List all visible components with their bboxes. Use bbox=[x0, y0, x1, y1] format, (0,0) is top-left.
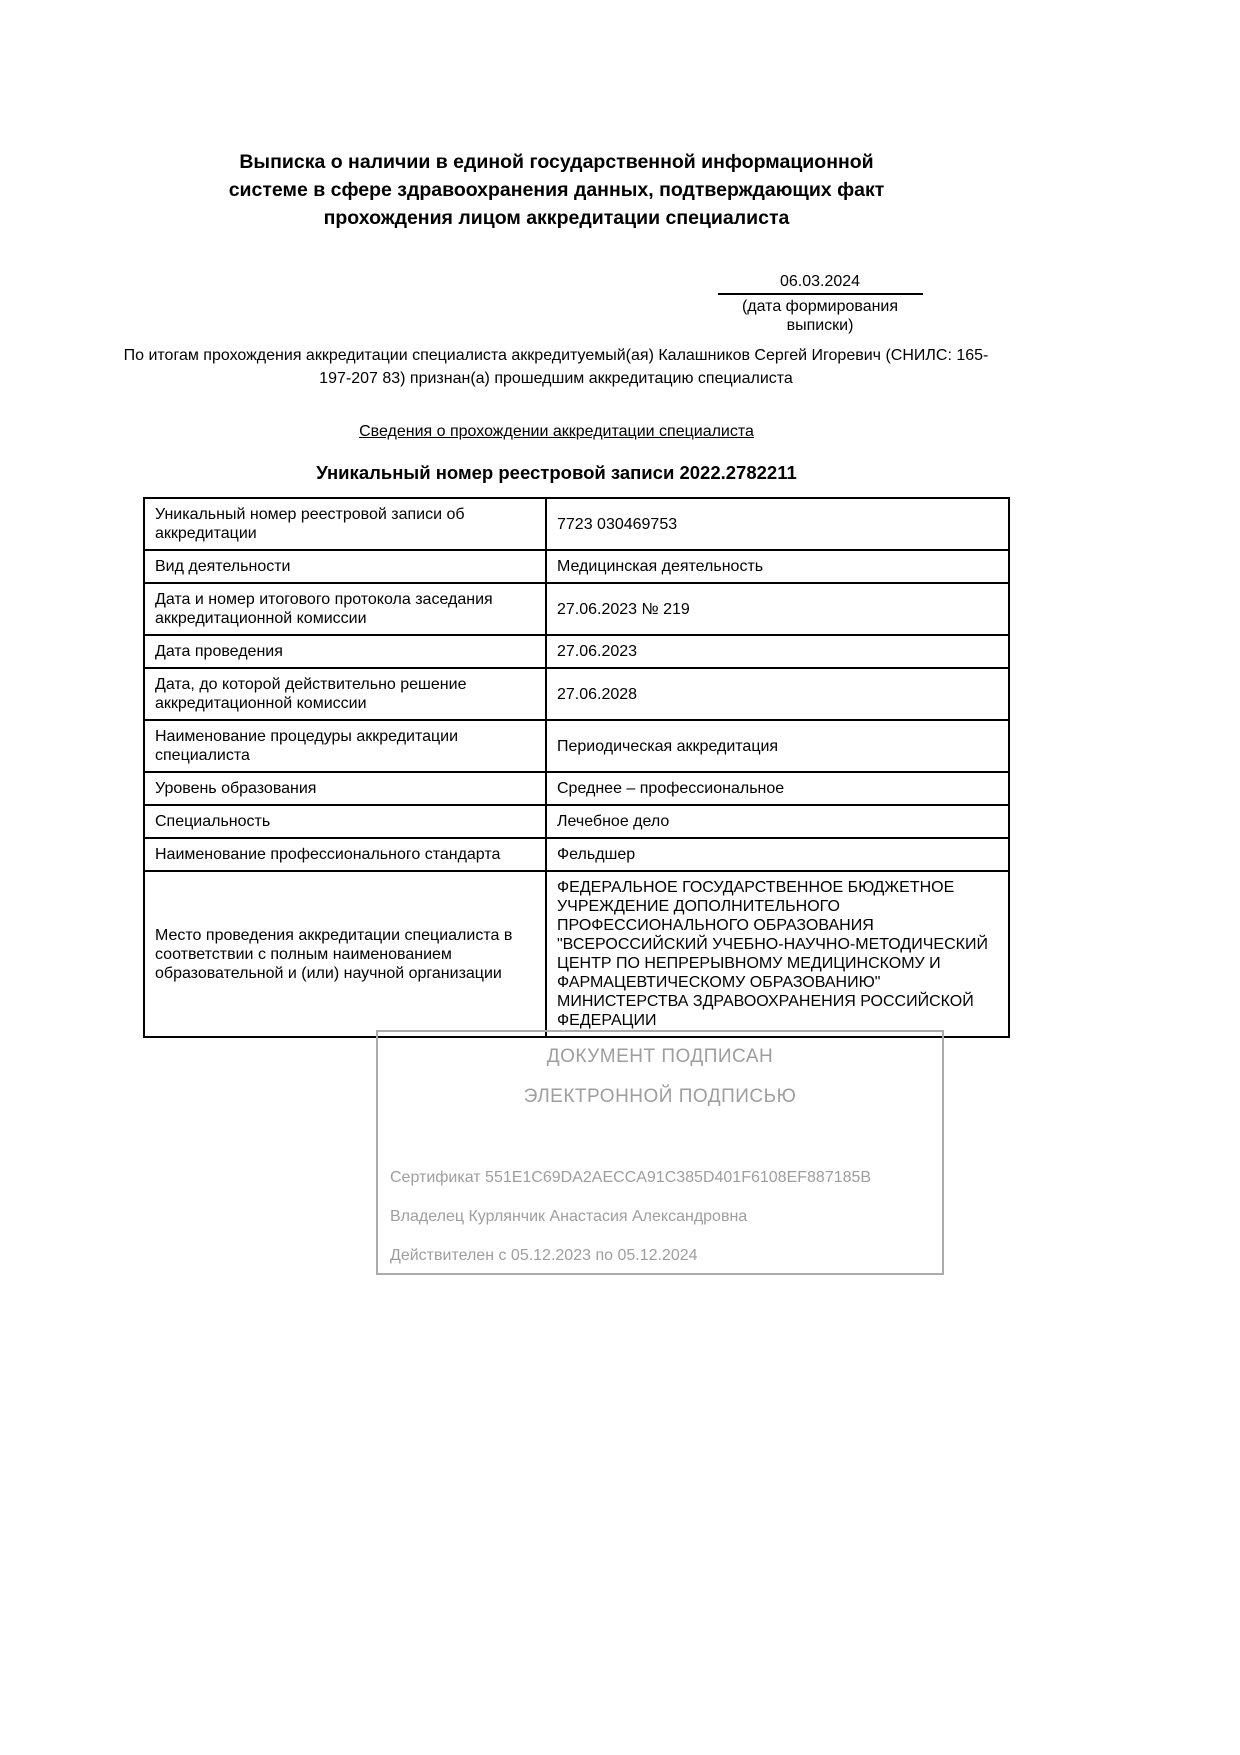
signature-stamp bbox=[376, 1030, 944, 1275]
registry-number-heading: Уникальный номер реестровой записи 2022.2782211 bbox=[316, 462, 797, 483]
formation-date: 06.03.2024 bbox=[718, 272, 923, 295]
page-title bbox=[143, 148, 970, 232]
validity-line: Действителен с 05.12.2023 по 05.12.2024 bbox=[390, 1247, 698, 1264]
field-label: Дата проведения bbox=[144, 635, 546, 668]
field-label: Уникальный номер реестровой записи об аккредитации bbox=[144, 498, 546, 550]
field-value: ФЕДЕРАЛЬНОЕ ГОСУДАРСТВЕННОЕ БЮДЖЕТНОЕ УЧРЕЖДЕНИЕ ДОПОЛНИТЕЛЬНОГО ПРОФЕССИОНАЛЬНОГО ОБРАЗОВАНИЯ "ВСЕРОССИЙСКИЙ УЧЕБНО-НАУЧНО-МЕТОДИЧЕСКИЙ ЦЕНТР ПО НЕПРЕРЫВНОМУ МЕДИЦИНСКОМУ И ФАРМАЦЕВТИЧЕСКОМУ ОБРАЗОВАНИЮ" МИНИСТЕРСТВА ЗДРАВООХРАНЕНИЯ РОССИЙСКОЙ ФЕДЕРАЦИИ bbox=[546, 871, 1009, 1037]
field-value: Среднее – профессиональное bbox=[546, 772, 1009, 805]
field-label: Уровень образования bbox=[144, 772, 546, 805]
field-value: Фельдшер bbox=[546, 838, 1009, 871]
accreditation-table bbox=[143, 497, 1010, 1038]
stamp-title-line-2: ЭЛЕКТРОННОЙ ПОДПИСЬЮ bbox=[523, 1086, 797, 1107]
certificate-line: Сертификат 551E1C69DA2AECCA91C385D401F6108EF887185B bbox=[390, 1169, 872, 1186]
section-heading-text: Сведения о прохождении аккредитации специалиста bbox=[359, 423, 754, 440]
field-value: 27.06.2023 bbox=[546, 635, 1009, 668]
field-value: Лечебное дело bbox=[546, 805, 1009, 838]
stamp-details bbox=[390, 1168, 930, 1265]
table-row bbox=[144, 838, 1009, 871]
section-heading bbox=[143, 423, 970, 441]
field-label: Наименование профессионального стандарта bbox=[144, 838, 546, 871]
table-row bbox=[144, 635, 1009, 668]
stamp-title-line-1: ДОКУМЕНТ ПОДПИСАН bbox=[546, 1046, 774, 1067]
table-row bbox=[144, 498, 1009, 550]
field-label: Дата и номер итогового протокола заседания аккредитационной комиссии bbox=[144, 583, 546, 635]
field-value: Периодическая аккредитация bbox=[546, 720, 1009, 772]
table-row bbox=[144, 805, 1009, 838]
table-row bbox=[144, 772, 1009, 805]
page-title-line-2: системе в сфере здравоохранения данных, подтверждающих факт bbox=[228, 179, 885, 201]
field-value: 27.06.2023 № 219 bbox=[546, 583, 1009, 635]
formation-date-caption: (дата формирования выписки) bbox=[741, 298, 899, 334]
owner-line: Владелец Курлянчик Анастасия Александровна bbox=[390, 1208, 748, 1225]
field-value: 27.06.2028 bbox=[546, 668, 1009, 720]
page-title-line-1: Выписка о наличии в единой государственной информационной bbox=[239, 151, 874, 173]
field-label: Наименование процедуры аккредитации специалиста bbox=[144, 720, 546, 772]
table-row bbox=[144, 720, 1009, 772]
field-label: Дата, до которой действительно решение аккредитационной комиссии bbox=[144, 668, 546, 720]
field-label: Вид деятельности bbox=[144, 550, 546, 583]
intro-paragraph: По итогам прохождения аккредитации специалиста аккредитуемый(ая) Калашников Сергей Игоревич (СНИЛС: 165-197-207 83) признан(а) прошедшим аккредитацию специалиста bbox=[123, 347, 989, 387]
field-label: Место проведения аккредитации специалиста в соответствии с полным наименованием образовательной и (или) научной организации bbox=[144, 871, 546, 1037]
page-title-line-3: прохождения лицом аккредитации специалиста bbox=[323, 207, 790, 229]
table-row bbox=[144, 583, 1009, 635]
table-row bbox=[144, 871, 1009, 1037]
formation-date-block bbox=[710, 272, 930, 335]
table-row bbox=[144, 668, 1009, 720]
field-value: Медицинская деятельность bbox=[546, 550, 1009, 583]
field-value: 7723 030469753 bbox=[546, 498, 1009, 550]
table-row bbox=[144, 550, 1009, 583]
field-label: Специальность bbox=[144, 805, 546, 838]
